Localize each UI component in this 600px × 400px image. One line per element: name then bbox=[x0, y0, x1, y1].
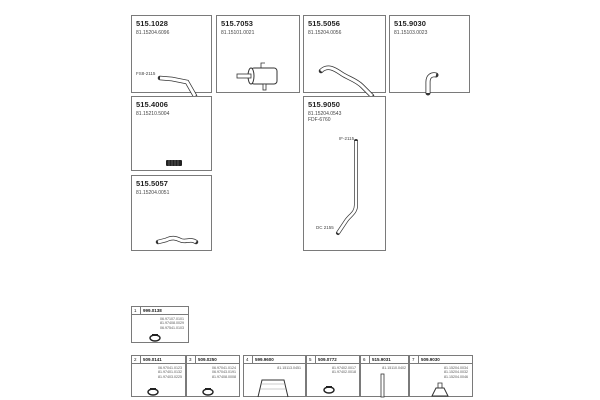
accessory-index: 2 bbox=[134, 357, 137, 362]
accessory-index: 5 bbox=[309, 357, 312, 362]
accessory-box-1[interactable] bbox=[131, 306, 189, 343]
part-card-515-9050[interactable] bbox=[303, 96, 386, 251]
part-number: 515.4006 bbox=[136, 100, 169, 109]
elbow-drawing bbox=[390, 16, 471, 94]
clamp-icon bbox=[307, 356, 361, 398]
accessory-box-5[interactable] bbox=[306, 355, 360, 397]
part-reference: 81.15204.0056 bbox=[308, 30, 342, 36]
part-card-515-5056[interactable] bbox=[303, 15, 386, 93]
pipe-drawing bbox=[304, 16, 387, 94]
accessory-box-3[interactable] bbox=[186, 355, 240, 397]
bracket-icon bbox=[410, 356, 474, 398]
accessory-ref: 06.97041.0124 bbox=[212, 366, 236, 370]
part-reference: 81.15210.5004 bbox=[136, 111, 170, 117]
clamp-icon bbox=[187, 356, 241, 398]
part-card-515-4006[interactable] bbox=[131, 96, 212, 171]
part-tag-bottom: DC 2155 bbox=[316, 225, 334, 230]
part-number: 515.5057 bbox=[136, 179, 169, 188]
accessory-index: 4 bbox=[246, 357, 249, 362]
accessory-box-4[interactable] bbox=[243, 355, 306, 397]
accessory-ref: 81.15204.0032 bbox=[444, 370, 468, 375]
accessory-ref: 81.15204.0046 bbox=[444, 374, 468, 379]
accessory-ref: 81.15204.0034 bbox=[444, 366, 468, 370]
pipe-drawing bbox=[132, 176, 213, 252]
accessory-ref: 81.97408.0008 bbox=[212, 374, 236, 379]
accessory-code: 509.0141 bbox=[143, 357, 162, 362]
part-number: 515.1028 bbox=[136, 19, 169, 28]
pipe-drawing bbox=[132, 16, 213, 94]
accessory-code: 509.9030 bbox=[421, 357, 440, 362]
part-card-515-9030[interactable] bbox=[389, 15, 470, 93]
part-reference: 81.15103.0023 bbox=[394, 30, 428, 36]
accessory-ref: 81.97403.0225 bbox=[158, 374, 182, 379]
accessory-ref: 81.97408.0029 bbox=[160, 321, 184, 326]
part-number: 515.5056 bbox=[308, 19, 341, 28]
accessory-ref: 06.97107.0101 bbox=[160, 317, 184, 321]
accessory-ref: 06.97041.0123 bbox=[158, 366, 182, 370]
accessory-code: 509.0250 bbox=[198, 357, 217, 362]
part-number: 515.9050 bbox=[308, 100, 341, 109]
accessory-ref: 06.97541.0103 bbox=[160, 325, 184, 330]
part-card-515-7053[interactable] bbox=[216, 15, 300, 93]
accessory-index: 1 bbox=[134, 308, 137, 313]
accessory-box-2[interactable] bbox=[131, 355, 186, 397]
accessory-ref: 81.97402.0018 bbox=[332, 370, 356, 375]
part-number: 515.9030 bbox=[394, 19, 427, 28]
part-card-515-1028[interactable] bbox=[131, 15, 212, 93]
long-pipe-drawing bbox=[304, 97, 387, 252]
accessory-code: 999.0138 bbox=[143, 308, 162, 313]
part-reference: 81.15204.0543 bbox=[308, 111, 342, 117]
accessory-index: 6 bbox=[363, 357, 366, 362]
part-reference: 81.15204.0051 bbox=[136, 190, 170, 196]
pipe-rod-icon bbox=[361, 356, 410, 398]
accessory-box-7[interactable] bbox=[409, 355, 473, 397]
part-card-515-5057[interactable] bbox=[131, 175, 212, 251]
accessory-index: 7 bbox=[412, 357, 415, 362]
clamp-icon bbox=[132, 356, 187, 398]
accessory-code: 599.9600 bbox=[255, 357, 274, 362]
accessory-ref: 81.15110.0402 bbox=[382, 366, 406, 370]
part-tag-top: IF-2115 bbox=[339, 136, 355, 141]
muffler-drawing bbox=[217, 16, 301, 94]
accessory-ref: 81.97402.0017 bbox=[332, 366, 356, 370]
flexible-hose-drawing bbox=[132, 97, 213, 172]
heat-shield-icon bbox=[244, 356, 307, 398]
part-reference: 81.15101.0021 bbox=[221, 30, 255, 36]
part-reference: 81.15204.6096 bbox=[136, 30, 170, 36]
part-reference-secondary: FDF-6760 bbox=[308, 117, 331, 123]
part-tag: FS8-2115 bbox=[136, 71, 156, 76]
clamp-icon bbox=[132, 307, 190, 344]
accessory-code: 509.0772 bbox=[318, 357, 337, 362]
accessory-ref: 81.15113.0451 bbox=[277, 366, 301, 370]
accessory-ref: 06.97043.0191 bbox=[212, 370, 236, 375]
accessory-ref: 81.97401.0132 bbox=[158, 370, 182, 375]
accessory-box-6[interactable] bbox=[360, 355, 409, 397]
part-number: 515.7053 bbox=[221, 19, 254, 28]
accessory-code: 515.9031 bbox=[372, 357, 391, 362]
accessory-index: 3 bbox=[189, 357, 192, 362]
